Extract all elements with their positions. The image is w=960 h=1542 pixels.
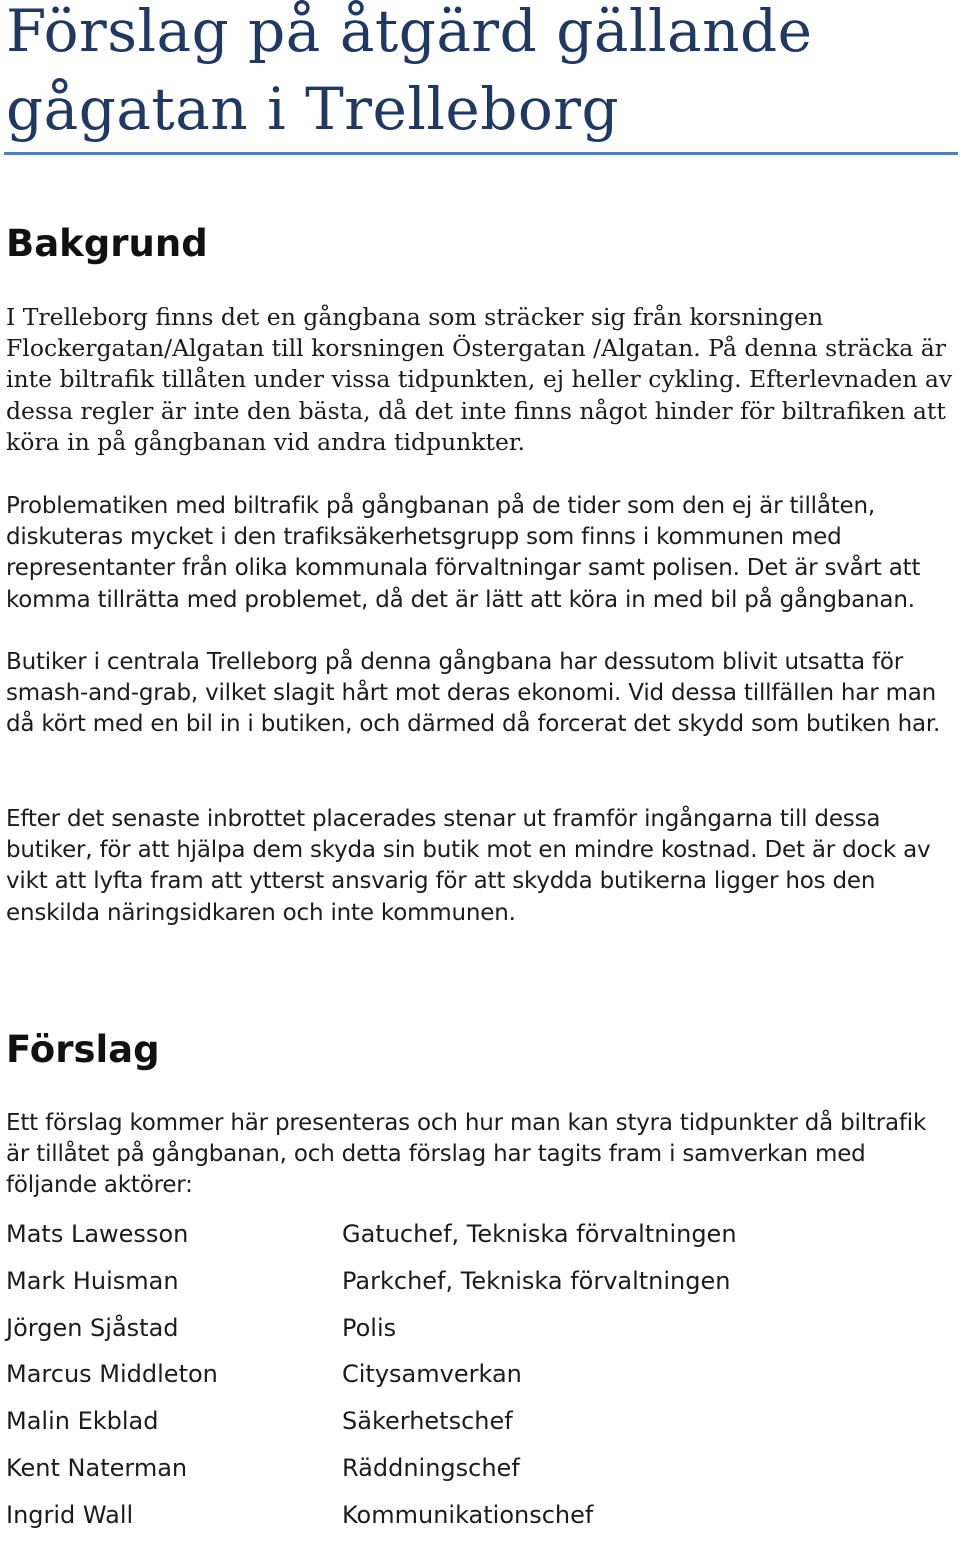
actor-row — [6, 1401, 956, 1448]
heading-forslag: Förslag — [6, 1028, 160, 1071]
actor-row — [6, 1354, 956, 1401]
actor-role: Gatuchef, Tekniska förvaltningen — [342, 1220, 737, 1248]
actor-row — [6, 1261, 956, 1308]
actor-role: Parkchef, Tekniska förvaltningen — [342, 1266, 731, 1295]
actors-list — [6, 1214, 956, 1542]
actor-name: Malin Ekblad — [6, 1407, 159, 1436]
actor-role: Polis — [342, 1313, 397, 1342]
actor-row — [6, 1308, 956, 1355]
actor-row — [6, 1448, 956, 1495]
actor-role: Citysamverkan — [342, 1360, 522, 1389]
actor-role: Säkerhetschef — [342, 1407, 513, 1436]
forslag-intro: Ett förslag kommer här presenteras och hur man kan styra tidpunkter då biltrafik är tillåtet på gångbanan, och detta förslag har tagits fram i samverkan med följande aktörer: — [6, 1110, 927, 1199]
bakgrund-paragraph-3: Butiker i centrala Trelleborg på denna gångbana har dessutom blivit utsatta för smash-and-grab, vilket slagit hårt mot deras ekonomi. Vid dessa tillfällen har man då kört med en bil in i butiken, och därmed då forcerat det skydd som butiken har. — [6, 649, 941, 738]
actor-name: Kent Naterman — [6, 1453, 188, 1482]
actor-name: Ingrid Wall — [6, 1500, 134, 1529]
title-underline — [4, 152, 958, 155]
bakgrund-paragraph-1: I Trelleborg finns det en gångbana som sträcker sig från korsningen Flockergatan/Algatan till korsningen Östergatan /Algatan. På denna sträcka är inte biltrafik tillåten under vissa tidpunkten, ej heller cykling. Efterlevnaden av dessa regler är inte den bästa, då det inte finns något hinder för biltrafiken att köra in på gångbanan vid andra tidpunkter. — [6, 303, 953, 456]
actor-name: Jörgen Sjåstad — [6, 1313, 179, 1342]
actor-row — [6, 1495, 956, 1542]
actor-role: Kommunikationschef — [342, 1500, 594, 1529]
bakgrund-paragraph-2: Problematiken med biltrafik på gångbanan på de tider som den ej är tillåten, diskuteras mycket i den trafiksäkerhetsgrupp som finns i kommunen med representanter från olika kommunala förvaltningar samt polisen. Det är svårt att komma tillrätta med problemet, då det är lätt att köra in med bil på gångbanan. — [6, 493, 921, 613]
document-title: Förslag på åtgärd gällande gågatan i Trelleborg — [6, 0, 813, 143]
actor-name: Mats Lawesson — [6, 1220, 189, 1248]
actor-name: Mark Huisman — [6, 1266, 179, 1295]
bakgrund-paragraph-4: Efter det senaste inbrottet placerades stenar ut framför ingångarna till dessa butiker, för att hjälpa dem skyda sin butik mot en mindre kostnad. Det är dock av vikt att lyfta fram att ytterst ansvarig för att skydda butikerna ligger hos den enskilda näringsidkaren och inte kommunen. — [6, 806, 931, 926]
actor-role: Räddningschef — [342, 1453, 520, 1482]
actor-name: Marcus Middleton — [6, 1360, 218, 1389]
heading-bakgrund: Bakgrund — [6, 222, 208, 265]
actor-row — [6, 1214, 956, 1261]
